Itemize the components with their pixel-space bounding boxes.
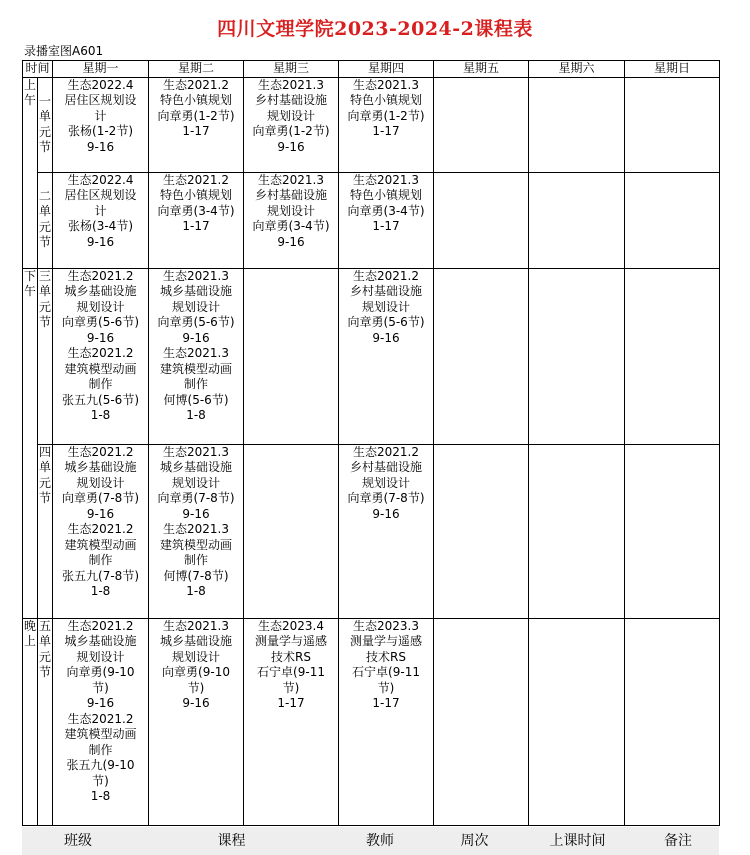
course-line: 规划设计 (267, 108, 316, 123)
course-line: 规划设计 (76, 475, 125, 490)
course-line: 测量学与遥感 (255, 634, 328, 648)
course-line: 向章勇(3-4节) (347, 203, 425, 218)
course-line: 1-8 (186, 408, 206, 422)
footer-teacher: 教师 (366, 833, 394, 849)
course-line: 向章勇(9-10 (66, 665, 135, 679)
course-entry (53, 445, 148, 523)
cell-friday-unit-2 (434, 172, 529, 268)
cell-saturday-unit-1 (529, 77, 625, 172)
unit-text: 五单元节 (39, 618, 52, 679)
course-entry (339, 269, 433, 347)
course-line: 向章勇(3-4节) (252, 219, 330, 233)
course-line: 特色小镇规划 (160, 188, 233, 202)
course-entry (53, 78, 148, 156)
course-line: 生态2021.3 (163, 346, 230, 360)
course-entry (339, 619, 433, 712)
unit-text: 二单元节 (39, 188, 52, 249)
course-line: 乡村基础设施 (350, 284, 423, 298)
course-line: 何博(7-8节) (163, 568, 229, 583)
course-line: 居住区规划设 (64, 93, 137, 107)
course-line: 1-17 (182, 124, 210, 138)
cell-saturday-unit-5 (529, 618, 625, 825)
header-monday: 星期一 (53, 61, 149, 78)
course-entry (53, 522, 148, 600)
period-morning (23, 77, 38, 268)
course-line: 计 (94, 108, 107, 123)
course-line: 计 (94, 203, 107, 218)
course-entry (244, 78, 338, 156)
course-line: 制作 (88, 553, 113, 567)
course-entry (149, 269, 243, 347)
course-line: 建筑模型动画 (64, 727, 137, 741)
course-entry (149, 173, 243, 235)
cell-friday-unit-4 (434, 444, 529, 618)
footer-class: 班级 (64, 833, 92, 849)
course-line: 生态2021.3 (353, 77, 420, 92)
course-line: 生态2021.2 (67, 522, 134, 536)
course-line: 生态2021.3 (258, 77, 325, 92)
course-line: 向章勇(1-2节) (347, 108, 425, 123)
course-line: 1-17 (372, 696, 400, 710)
cell-wednesday-unit-5 (244, 618, 339, 825)
course-line: 生态2021.2 (67, 268, 134, 283)
course-entry (339, 445, 433, 523)
unit-text: 一单元节 (39, 93, 52, 154)
course-line: 向章勇(5-6节) (347, 315, 425, 329)
course-line: 生态2021.3 (163, 618, 230, 633)
course-line: 城乡基础设施 (160, 460, 233, 474)
header-wednesday: 星期三 (244, 61, 339, 78)
cell-sunday-unit-2 (625, 172, 720, 268)
course-line: 向章勇(7-8节) (157, 491, 235, 505)
period-evening (23, 618, 38, 825)
course-line: 向章勇(1-2节) (157, 108, 235, 123)
course-line: 城乡基础设施 (64, 634, 137, 648)
cell-saturday-unit-2 (529, 172, 625, 268)
course-line: 张五九(7-8节) (62, 568, 139, 583)
course-line: 9-16 (372, 506, 400, 521)
course-line: 技术RS (271, 649, 311, 664)
course-line: 乡村基础设施 (255, 188, 328, 202)
cell-saturday-unit-4 (529, 444, 625, 618)
course-line: 生态2021.3 (258, 172, 325, 187)
period-label: 晚上 (24, 618, 37, 648)
course-line: 向章勇(7-8节) (62, 491, 139, 505)
course-line: 生态2021.2 (163, 77, 230, 92)
cell-thursday-unit-5 (339, 618, 434, 825)
header-friday: 星期五 (434, 61, 529, 78)
course-line: 生态2021.2 (67, 444, 134, 459)
unit-label-5 (38, 618, 53, 825)
course-line: 建筑模型动画 (64, 361, 137, 376)
course-line: 居住区规划设 (64, 188, 137, 202)
schedule-row (23, 618, 720, 825)
course-line: 向章勇(5-6节) (62, 315, 139, 329)
course-line: 规划设计 (172, 649, 221, 664)
course-line: 生态2022.4 (67, 77, 134, 92)
cell-monday-unit-4 (53, 444, 149, 618)
header-saturday: 星期六 (529, 61, 625, 78)
cell-wednesday-unit-3 (244, 268, 339, 444)
course-line: 制作 (184, 377, 209, 391)
period-label: 上午 (24, 77, 37, 107)
period-label: 下午 (24, 268, 37, 298)
room-label: 录播室图A601 (24, 44, 104, 58)
course-line: 向章勇(3-4节) (157, 203, 235, 218)
course-line: 城乡基础设施 (64, 284, 137, 298)
course-line: 生态2021.2 (67, 618, 134, 633)
course-line: 向章勇(5-6节) (157, 315, 235, 329)
course-line: 规划设计 (362, 299, 411, 314)
cell-tuesday-unit-5 (149, 618, 244, 825)
course-line: 张杨(3-4节) (68, 219, 133, 233)
header-time: 时间 (23, 61, 53, 78)
course-line: 9-16 (372, 330, 400, 345)
course-line: 规划设计 (267, 203, 316, 218)
cell-monday-unit-1 (53, 77, 149, 172)
course-line: 9-16 (86, 330, 115, 345)
cell-wednesday-unit-2 (244, 172, 339, 268)
course-line: 9-16 (182, 330, 210, 345)
course-line: 9-16 (182, 506, 210, 521)
course-line: 制作 (184, 553, 209, 567)
schedule-row (23, 172, 720, 268)
course-entry (149, 346, 243, 424)
course-line: 生态2021.2 (67, 346, 134, 360)
cell-sunday-unit-1 (625, 77, 720, 172)
cell-monday-unit-2 (53, 172, 149, 268)
course-entry (149, 445, 243, 523)
course-line: 特色小镇规划 (350, 188, 423, 202)
course-line: 规划设计 (76, 649, 125, 664)
cell-tuesday-unit-3 (149, 268, 244, 444)
course-line: 乡村基础设施 (255, 93, 328, 107)
course-line: 乡村基础设施 (350, 460, 423, 474)
header-tuesday: 星期二 (149, 61, 244, 78)
course-line: 石宁卓(9-11 (257, 665, 325, 679)
course-line: 张五九(5-6节) (62, 392, 139, 407)
course-entry (53, 346, 148, 424)
page-title: 四川文理学院2023-2024-2课程表 (217, 18, 533, 40)
unit-label-3 (38, 268, 53, 444)
course-line: 9-16 (277, 139, 305, 154)
course-line: 张五九(9-10 (66, 758, 135, 772)
course-line: 向章勇(7-8节) (347, 491, 425, 505)
course-entry (149, 522, 243, 600)
course-line: 1-17 (372, 219, 400, 233)
unit-label-2 (38, 172, 53, 268)
cell-friday-unit-5 (434, 618, 529, 825)
course-line: 9-16 (182, 696, 210, 710)
course-line: 9-16 (86, 234, 115, 249)
course-line: 规划设计 (172, 299, 221, 314)
course-line: 节) (377, 680, 395, 695)
course-line: 特色小镇规划 (160, 93, 233, 107)
course-line: 向章勇(9-10 (162, 665, 230, 679)
course-line: 1-17 (182, 219, 210, 233)
course-line: 1-17 (372, 124, 400, 138)
footer-notes: 备注 (664, 833, 692, 849)
period-afternoon (23, 268, 38, 618)
course-line: 节) (92, 680, 109, 695)
unit-label-4 (38, 444, 53, 618)
course-line: 1-8 (90, 584, 111, 598)
cell-friday-unit-3 (434, 268, 529, 444)
course-line: 1-8 (90, 408, 111, 422)
course-line: 节) (187, 680, 205, 695)
course-line: 9-16 (277, 234, 305, 249)
cell-wednesday-unit-1 (244, 77, 339, 172)
course-entry (53, 712, 148, 805)
course-line: 生态2021.3 (163, 444, 230, 459)
course-line: 建筑模型动画 (64, 537, 137, 552)
course-line: 生态2022.4 (67, 172, 134, 187)
schedule-row (23, 444, 720, 618)
cell-thursday-unit-2 (339, 172, 434, 268)
cell-tuesday-unit-1 (149, 77, 244, 172)
course-line: 何博(5-6节) (163, 392, 229, 407)
course-line: 制作 (88, 377, 113, 391)
footer-class-time: 上课时间 (549, 833, 606, 849)
header-sunday: 星期日 (625, 61, 720, 78)
course-line: 生态2021.3 (163, 522, 230, 536)
course-line: 特色小镇规划 (350, 93, 423, 107)
course-line: 规划设计 (172, 475, 221, 490)
schedule-row (23, 268, 720, 444)
course-entry (53, 173, 148, 251)
course-line: 城乡基础设施 (160, 284, 233, 298)
course-line: 生态2021.2 (353, 444, 420, 459)
cell-friday-unit-1 (434, 77, 529, 172)
cell-tuesday-unit-4 (149, 444, 244, 618)
cell-wednesday-unit-4 (244, 444, 339, 618)
cell-tuesday-unit-2 (149, 172, 244, 268)
course-line: 规划设计 (76, 299, 125, 314)
unit-text: 四单元节 (39, 444, 52, 505)
course-line: 节) (282, 680, 300, 695)
cell-monday-unit-3 (53, 268, 149, 444)
course-entry (339, 173, 433, 235)
cell-sunday-unit-5 (625, 618, 720, 825)
course-line: 生态2021.3 (163, 268, 230, 283)
footer-weeks: 周次 (460, 833, 489, 849)
course-line: 生态2023.3 (353, 618, 420, 633)
course-line: 生态2021.2 (163, 172, 230, 187)
cell-thursday-unit-4 (339, 444, 434, 618)
header-thursday: 星期四 (339, 61, 434, 78)
course-line: 建筑模型动画 (160, 361, 233, 376)
course-line: 9-16 (86, 139, 115, 154)
course-line: 规划设计 (362, 475, 411, 490)
unit-text: 三单元节 (39, 268, 52, 329)
course-line: 张杨(1-2节) (68, 124, 133, 138)
cell-saturday-unit-3 (529, 268, 625, 444)
course-entry (53, 269, 148, 347)
course-entry (339, 78, 433, 140)
course-line: 9-16 (86, 506, 115, 521)
schedule-row (23, 77, 720, 172)
course-entry (53, 619, 148, 712)
schedule-table (22, 60, 720, 826)
footer-bar (22, 827, 719, 855)
unit-label-1 (38, 77, 53, 172)
footer-course: 课程 (217, 833, 246, 849)
course-line: 测量学与遥感 (350, 634, 423, 648)
cell-thursday-unit-3 (339, 268, 434, 444)
course-entry (244, 619, 338, 712)
course-entry (149, 78, 243, 140)
course-line: 1-8 (90, 789, 111, 803)
course-line: 节) (92, 773, 109, 788)
cell-sunday-unit-3 (625, 268, 720, 444)
cell-thursday-unit-1 (339, 77, 434, 172)
course-line: 生态2021.2 (353, 268, 420, 283)
course-line: 生态2021.2 (67, 711, 134, 726)
course-line: 1-17 (277, 696, 305, 710)
course-entry (149, 619, 243, 712)
course-line: 1-8 (186, 584, 206, 598)
course-entry (244, 173, 338, 251)
course-line: 生态2021.3 (353, 172, 420, 187)
course-line: 城乡基础设施 (160, 634, 233, 648)
course-line: 石宁卓(9-11 (352, 665, 420, 679)
course-line: 技术RS (366, 649, 406, 664)
course-line: 向章勇(1-2节) (252, 124, 330, 138)
cell-monday-unit-5 (53, 618, 149, 825)
course-line: 建筑模型动画 (160, 537, 233, 552)
cell-sunday-unit-4 (625, 444, 720, 618)
course-line: 制作 (88, 742, 113, 757)
header-row (23, 61, 720, 78)
course-line: 生态2023.4 (258, 618, 325, 633)
course-line: 9-16 (86, 696, 115, 710)
course-line: 城乡基础设施 (64, 460, 137, 474)
